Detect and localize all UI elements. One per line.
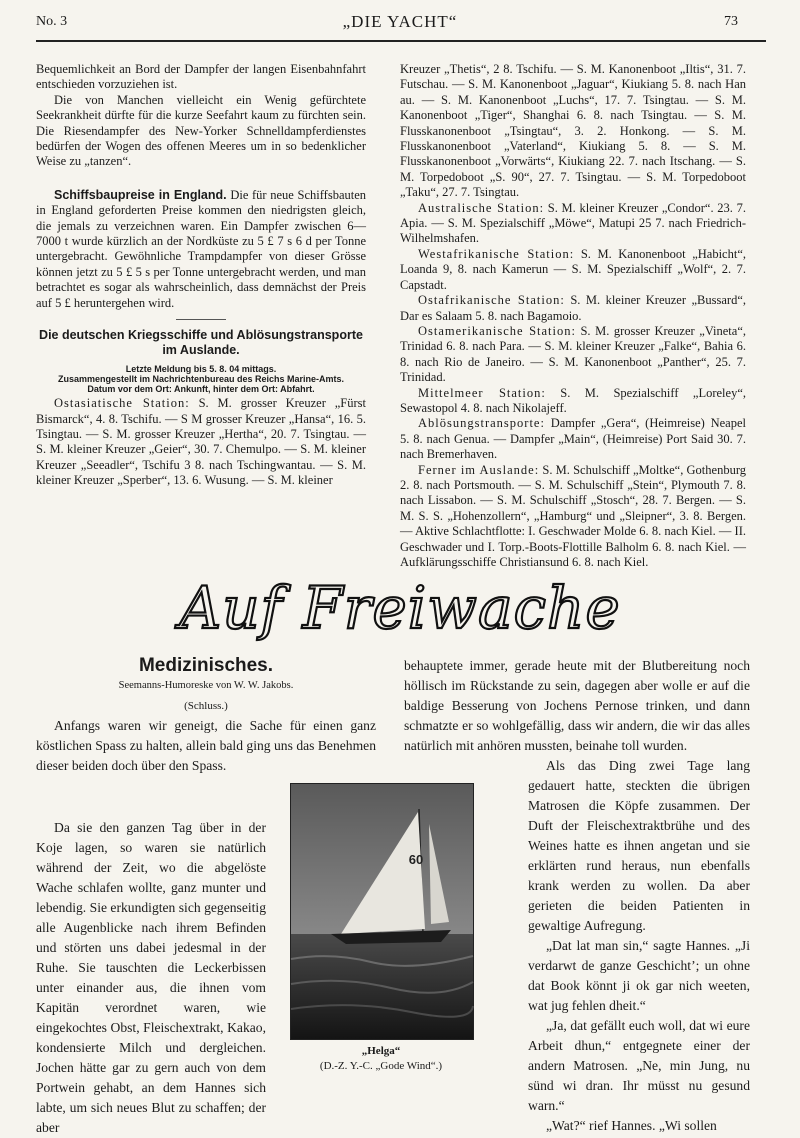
story-byline: Seemanns-Humoreske von W. W. Jakobs. <box>118 680 294 691</box>
yacht-photo <box>290 783 474 1040</box>
story-right-column <box>404 656 750 756</box>
left-column-top <box>36 62 366 489</box>
photo-caption-title: „Helga“ <box>361 1045 401 1057</box>
story-title: Medizinisches. <box>138 655 274 676</box>
station-entry <box>400 416 746 462</box>
paragraph: Da sie den ganzen Tag über in der Koje lagen, so waren sie natürlich während der Zeit, wo die abgelöste Wache schlafen wollte, ganz munter und lebendig. Sie erkundigten sich gegenseitig alle Augenblicke nach ihrem Befinden und störten uns dabei jedesmal in der Ruhe. Sie tauschten die Leckerbissen unter einander aus, die ihnen vom Kapitän verordnet waren, wie eingekochtes Obst, Fleischextrakt, Kakao, kondensierte Milch und dergleichen. Jochen hätte gar zu gern auch von dem Portwein gehabt, an dem Hannes sich labte, um sich neues Blut zu schaffen; der aber <box>36 820 266 1135</box>
paragraph: Kreuzer „Thetis“, 2 8. Tschifu. — S. M. Kanonenboot „Iltis“, 31. 7. Futschau. — S. M. Kanonenboot „Jaguar“, Kiukiang 5. 8. nach Han au. — S. M. Kanonenboot „Luchs“, 17. 7. Tsingtau. — S. M. Kanonenboot „Tiger“, Shanghai 6. 8. nach Tsingtau. — S. M. Flusskanonenboot „Tsingtau“, 3. 2. Honkong. — S. M. Flusskanonenboot „Vaterland“, Kiukiang 5. 8. — S. M. Flusskanonenboot „Vorwärts“, Kiukiang 22. 7. nach Itschang. — S. M. Torpedoboot „S. 90“, 27. 7. Tsingtau. — S. M. Torpedoboot „Taku“, 27. 7. Tsingtau. <box>400 62 746 200</box>
station-label: Australische Station: <box>418 200 545 215</box>
station-body: Dampfer „Gera“, (Heimreise) Neapel 5. 8. nach Genua. — Dampfer „Main“, (Heimreise) Port Said 30. 7. nach Bremerhaven. <box>400 416 747 462</box>
station-label: Ostasiatische Station: <box>54 396 190 411</box>
section-banner <box>0 568 800 653</box>
station-body: S. M. grosser Kreuzer „Fürst Bismarck“, 4. 8. Tschifu. — S M grosser Kreuzer „Hansa“, 16. 5. Tsingtau. — S. M. grosser Kreuzer „Hertha“, 20. 7. Tsingtau. — S. M. kleiner Kreuzer „Geier“, 30. 7. Chemulpo. — S. M. kleiner Kreuzer „Seeadler“, Tschifu 3 8. nach Tschingwantau. — S. M. kleiner Kreuzer „Sperber“, 13. 6. Wusung. — S. M. kleiner <box>36 396 366 488</box>
article-heading: Schiffsbaupreise in England. <box>54 187 227 202</box>
station-entry <box>400 247 746 293</box>
paragraph: „Ja, dat gefällt euch woll, dat wi eure Arbeit dhun,“ entgegnete einer der andern Matrosen. „Ne, min Jung, nu sünd wi dran. Ihr müsst nu gesund warn.“ <box>528 1018 750 1113</box>
station-entry <box>400 201 746 247</box>
paragraph: „Wat?“ rief Hannes. „Wi sollen <box>546 1118 717 1133</box>
story-left-column <box>36 656 376 776</box>
banner-text: Auf Freiwache <box>179 574 621 642</box>
story-note: (Schluss.) <box>184 700 228 712</box>
paragraph: „Dat lat man sin,“ sagte Hannes. „Ji verdarwt de ganze Geschicht’; un ohne dat Book könnt ji ok gar nich weeten, wat jug fehlen dheit.“ <box>528 938 750 1013</box>
paragraph: Bequemlichkeit an Bord der Dampfer der langen Eisenbahnfahrt entschieden vorzuziehen ist. <box>36 62 366 92</box>
issue-number: No. 3 <box>36 14 68 29</box>
station-entry <box>400 386 746 417</box>
station-body: S. M. Spezialschiff „Loreley“, Sewastopol 4. 8. nach Nikolajeff. <box>400 385 747 415</box>
article-body: Die für neue Schiffsbauten in England geforderten Preise kommen den niedrigsten gleich, die jemals zu verzeichnen waren. Ein Dampfer zwischen 6—7000 t wurde kürzlich an der Nordküste zu 5 £ 7 s 6 d per Tonne untergebracht. Gewöhnliche Trampdampfer von dieser Grösse können jetzt zu 5 £ 5 s per Tonne untergebracht werden, und man betrachtet es sogar als wahrscheinlich, dass demnächst der Preis auf 5 £ heruntergehen wird. <box>36 187 367 310</box>
right-column-top <box>400 62 746 570</box>
separator-rule <box>176 319 226 320</box>
banner-lettering <box>179 568 621 648</box>
paragraph: Anfangs waren wir geneigt, die Sache für einen ganz köstlichen Spass zu halten, allein bald ging uns das Benehmen dieser beiden doch über den Spass. <box>36 718 376 773</box>
photo-caption-sub: (D.-Z. Y.-C. „Gode Wind“.) <box>319 1060 443 1072</box>
paragraph: behauptete immer, gerade heute mit der Blutbereitung noch höllisch im Rückstande zu sein, dagegen aber wolle er auf die baldige Besserung von Jochens Pernose trinken, und dann schmatzte er so wohlgefällig, dass wir andern, die wir das alles natürlich mit anhören mussten, beinahe toll wurden. <box>404 658 750 753</box>
station-body: S. M. kleiner Kreuzer „Bussard“, Dar es Salaam 5. 8. nach Bagamoio. <box>400 293 746 323</box>
station-body: S. M. Schulschiff „Moltke“, Gothenburg 2. 8. nach Portsmouth. — S. M. Schulschiff „Stein“, Plymouth 7. 8. nach Lissabon. — S. M. Schulschiff „Stosch“, 28. 7. Bergen. — S. M. S. S. „Hohenzollern“, „Hamburg“ und „Sleipner“, 3. 8. Bergen. — Aktive Schlachtflotte: I. Geschwader Molde 6. 8. nach Kiel. — II. Geschwader und I. Torp.-Boots-Flottille Balholm 6. 8. nach Kiel. — Aufklärungsschiffe Christiansund 6. 8. nach Kiel. <box>400 462 747 569</box>
station-label: Ostamerikanische Station: <box>418 323 576 338</box>
running-title: „DIE YACHT“ <box>342 12 458 31</box>
notice-line: Zusammengestellt im Nachrichtenbureau des Reichs Marine-Amts. <box>57 374 345 385</box>
station-entry <box>400 324 746 386</box>
yacht-illustration <box>291 784 473 1039</box>
station-label: Mittelmeer Station: <box>418 385 546 400</box>
story-left-narrow <box>36 818 266 1138</box>
shipbuild-article <box>36 188 366 311</box>
story-right-narrow <box>528 756 750 1136</box>
station-label: Ostafrikanische Station: <box>418 293 565 308</box>
paragraph: Als das Ding zwei Tage lang gedauert hatte, steckten die übrigen Matrosen die Köpfe zusammen. Der Duft der Fleischextraktbrühe und des Weines hatte es ihnen angetan und sie erklärten rund heraus, nun ebenfalls krank werden zu wollen. Da aber gerieten die beiden Patienten in gewaltige Aufregung. <box>528 758 750 933</box>
station-body: S. M. grosser Kreuzer „Vineta“, Trinidad 6. 8. nach Para. — S. M. kleiner Kreuzer „Falke“, Bahia 6. 8. nach Rio de Janeiro. — S. M. Kanonenboot „Panther“, 25. 7. Trinidad. <box>400 323 746 385</box>
notice-line: Datum vor dem Ort: Ankunft, hinter dem Ort: Abfahrt. <box>87 384 315 395</box>
sail-number: 60 <box>408 852 424 867</box>
station-label: Westafrikanische Station: <box>418 246 575 261</box>
station-body: S. M. kleiner Kreuzer „Condor“. 23. 7. Apia. — S. M. Spezialschiff „Möwe“, Matupi 25 7. nach Friedrich-Wilhelmshafen. <box>400 200 746 246</box>
header-rule <box>36 40 766 42</box>
station-label: Ferner im Auslande: <box>418 462 540 477</box>
station-entry <box>400 463 746 571</box>
page-number: 73 <box>724 14 738 29</box>
station-entry <box>36 396 366 488</box>
station-body: S. M. Kanonenboot „Habicht“, Loanda 9, 8. nach Kamerun — S. M. Spezialschiff „Wolf“, 2. 7. Capstadt. <box>400 246 746 292</box>
article-heading: Die deutschen Kriegsschiffe und Ablösungstransporte im Auslande. <box>39 328 363 358</box>
station-entry <box>400 293 746 324</box>
notice-line: Letzte Meldung bis 5. 8. 04 mittags. <box>125 364 277 375</box>
station-label: Ablösungstransporte: <box>418 416 545 431</box>
paragraph: Die von Manchen vielleicht ein Wenig gefürchtete Seekrankheit dürfte für die kurze Seefahrt kaum zu fürchten sein. Die Riesendampfer des New-Yorker Schnelldampferdienstes bedürfen der Wogen des offenen Meeres um in so bedenklicher Weise zu „tanzen“. <box>36 92 366 169</box>
